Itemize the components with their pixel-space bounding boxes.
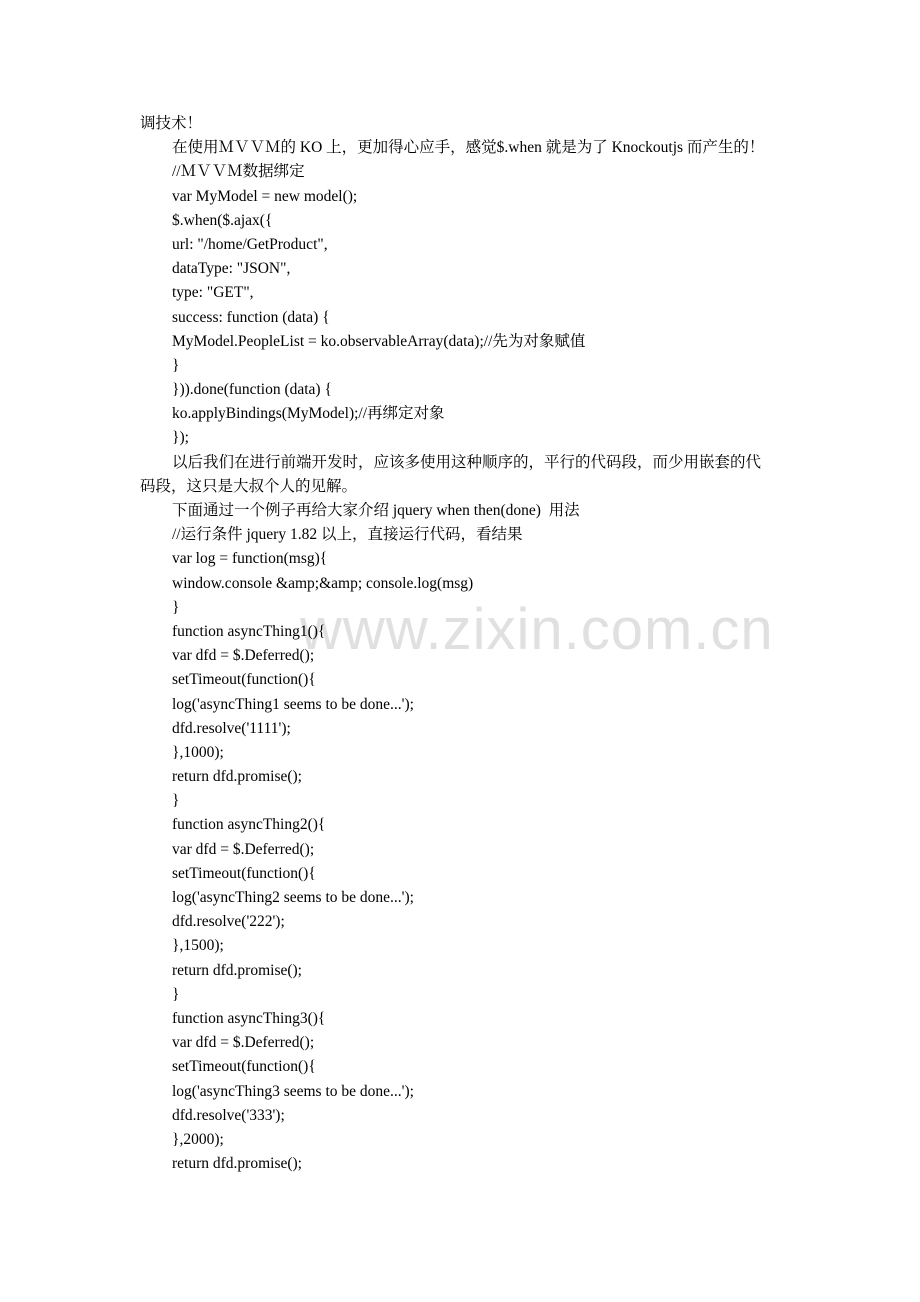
text-line: 下面通过一个例子再给大家介绍 jquery when then(done) 用法 bbox=[172, 502, 580, 519]
text-line: dfd.resolve('222'); bbox=[172, 913, 285, 931]
text-line: 调技术！ bbox=[140, 115, 203, 132]
watermark: www.zixin.com.cn bbox=[300, 597, 774, 662]
text-line: })).done(function (data) { bbox=[172, 381, 332, 399]
text-line: dataType: "JSON", bbox=[172, 260, 291, 278]
text-line: return dfd.promise(); bbox=[172, 1155, 302, 1173]
document-body bbox=[140, 112, 790, 1176]
text-line: var MyModel = new model(); bbox=[172, 187, 358, 205]
text-line: 在使用ＭＶＶＭ的 KO 上，更加得心应手，感觉$.when 就是为了 Knockoutjs 而产生的！ bbox=[172, 139, 765, 157]
text-line: var log = function(msg){ bbox=[172, 550, 328, 568]
text-line: url: "/home/GetProduct", bbox=[172, 235, 328, 253]
text-line: var dfd = $.Deferred(); bbox=[172, 1034, 315, 1052]
text-line: return dfd.promise(); bbox=[172, 961, 302, 979]
text-line: dfd.resolve('1111'); bbox=[172, 719, 291, 737]
text-line: type: "GET", bbox=[172, 284, 254, 302]
text-line: setTimeout(function(){ bbox=[172, 671, 316, 689]
text-line: //运行条件 jquery 1.82 以上，直接运行代码，看结果 bbox=[172, 526, 523, 544]
text-line: },1000); bbox=[172, 743, 224, 761]
text-line: return dfd.promise(); bbox=[172, 768, 302, 786]
text-line: var dfd = $.Deferred(); bbox=[172, 840, 315, 858]
text-line: $.when($.ajax({ bbox=[172, 211, 273, 229]
text-line: }); bbox=[172, 429, 189, 447]
text-line: setTimeout(function(){ bbox=[172, 864, 316, 882]
text-line: MyModel.PeopleList = ko.observableArray(data);//先为对象赋值 bbox=[172, 332, 586, 350]
text-line: dfd.resolve('333'); bbox=[172, 1106, 285, 1124]
text-line: 以后我们在进行前端开发时，应该多使用这种顺序的，平行的代码段，而少用嵌套的代 bbox=[172, 453, 762, 471]
text-line: 码段，这只是大叔个人的见解。 bbox=[140, 477, 358, 495]
text-line: function asyncThing2(){ bbox=[172, 816, 326, 834]
text-line: ko.applyBindings(MyModel);//再绑定对象 bbox=[172, 405, 445, 423]
text-line: },1500); bbox=[172, 937, 224, 955]
text-line: window.console &amp;&amp; console.log(msg) bbox=[172, 574, 474, 592]
text-line: setTimeout(function(){ bbox=[172, 1058, 316, 1076]
text-line: function asyncThing3(){ bbox=[172, 1009, 326, 1027]
text-line: success: function (data) { bbox=[172, 308, 330, 326]
text-line: } bbox=[172, 356, 180, 374]
text-line: log('asyncThing1 seems to be done...'); bbox=[172, 695, 414, 713]
text-line: log('asyncThing3 seems to be done...'); bbox=[172, 1082, 414, 1100]
text-line: } bbox=[172, 598, 180, 616]
text-line: } bbox=[172, 985, 180, 1003]
text-line: } bbox=[172, 792, 180, 810]
text-line: //ＭＶＶＭ数据绑定 bbox=[172, 163, 305, 181]
text-line: function asyncThing1(){ bbox=[172, 622, 326, 640]
text-line: log('asyncThing2 seems to be done...'); bbox=[172, 889, 414, 906]
text-line: },2000); bbox=[172, 1130, 224, 1148]
text-line: var dfd = $.Deferred(); bbox=[172, 647, 315, 665]
